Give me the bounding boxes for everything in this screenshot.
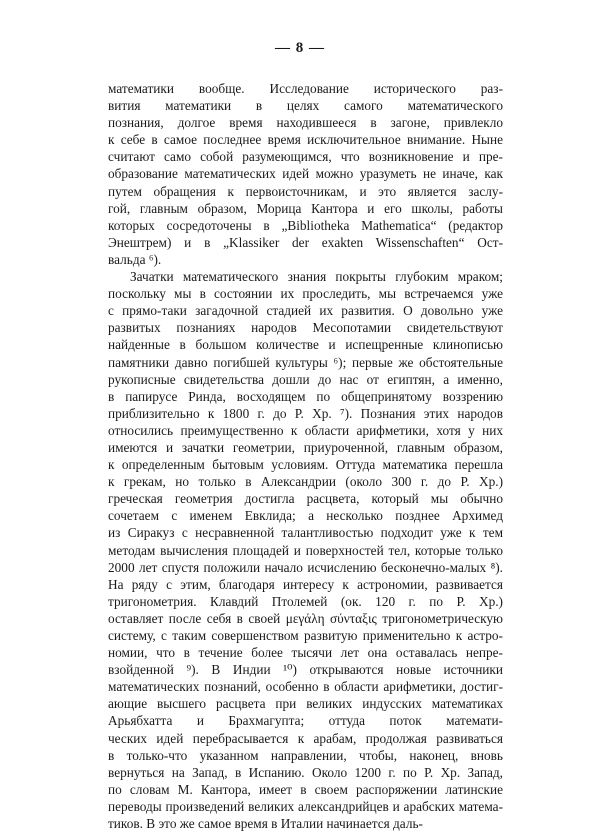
text-line: греческая геометрия достигла расцвета, который мы обычно — [108, 491, 503, 507]
text-line: Арьябхатта и Брахмагупта; оттуда поток математи- — [108, 713, 503, 729]
text-line: считают само собой разумеющимся, что возникновение и пре- — [108, 149, 503, 165]
text-line: к определенным бытовым условиям. Оттуда математика перешла — [108, 457, 503, 473]
text-line: к грекам, но только в Александрии (около 300 г. до Р. Хр.) — [108, 474, 503, 490]
text-line: математических познаний, особенно в области арифметики, достиг- — [108, 679, 503, 695]
text-line: познания, долгое время находившееся в загоне, привлекло — [108, 115, 503, 131]
text-line: поскольку мы в состоянии их проследить, мы встречаемся уже — [108, 286, 503, 302]
text-line: из Сиракуз с несравненной талантливостью подходит уже к тем — [108, 525, 503, 541]
text-line: вития математики в целях самого математического — [108, 98, 503, 114]
text-line: относились преимущественно к области арифметики, хотя у них — [108, 422, 503, 438]
text-line: вернуться на Запад, в Испанию. Около 1200 г. по Р. Хр. Запад, — [108, 764, 503, 780]
text-line: по словам М. Кантора, имеет в своем распоряжении латинские — [108, 781, 503, 797]
text-line: На ряду с этим, благодаря интересу к астрономии, развивается — [108, 576, 503, 592]
text-line: Энештрем) и в „Klassiker der exakten Wissenschaften“ Ост- — [108, 234, 503, 250]
text-line: найденные в большом количестве и испещренные клинописью — [108, 337, 503, 353]
text-line: развитых познаниях народов Месопотамии свидетельствуют — [108, 320, 503, 336]
text-line: которых сосредоточены в „Bibliotheka Mathematica“ (редактор — [108, 217, 503, 233]
text-line: переводы произведений великих александрийцев и арабских матема- — [108, 798, 503, 814]
text-line: вальда ⁶). — [108, 251, 162, 267]
text-line: к себе в самое последнее время исключительное внимание. Ныне — [108, 132, 503, 148]
text-line: путем обращения к первоисточникам, и это является заслу- — [108, 183, 503, 199]
text-line: гой, главным образом, Морица Кантора и его школы, работы — [108, 200, 503, 216]
paragraph — [108, 80, 503, 268]
text-line: памятники давно погибшей культуры ⁶); первые же обстоятельные — [108, 354, 503, 370]
body-text — [108, 80, 503, 832]
text-line: ающие высшего расцвета при великих индусских математиках — [108, 696, 503, 712]
text-line: рукописные свидетельства дошли до нас от египтян, а именно, — [108, 371, 503, 387]
text-line: сочетаем с именем Евклида; а несколько позднее Архимед — [108, 508, 503, 524]
text-line: оставляет после себя в своей μεγάλη σύνταξις тригонометрическую — [108, 610, 503, 626]
text-line: в только-что указанном направлении, чтобы, наконец, вновь — [108, 747, 503, 763]
text-line: с прямо-таки загадочной стадией их развития. О довольно уже — [108, 303, 503, 319]
text-line: 2000 лет спустя положили начало исчислению бесконечно-малых ⁸). — [108, 559, 503, 575]
text-line: тиков. В это же самое время в Италии начинается даль- — [108, 816, 423, 832]
text-line: тригонометрия. Клавдий Птолемей (ок. 120 г. по Р. Хр.) — [108, 593, 503, 609]
text-line: в папирусе Ринда, восходящем по общепринятому воззрению — [108, 388, 503, 404]
text-line: имеются и зачатки геометрии, приуроченной, главным образом, — [108, 439, 503, 455]
page-number: — 8 — — [275, 40, 325, 56]
text-line: Зачатки математического знания покрыты глубоким мраком; — [130, 269, 503, 285]
paragraph — [108, 268, 503, 832]
text-line: взойденной ⁹). В Индии ¹⁰) открываются новые источники — [108, 662, 503, 678]
text-line: образование математических идей можно уразуметь не иначе, как — [108, 166, 503, 182]
text-line: систему, с таким совершенством развитую применительно к астро- — [108, 628, 503, 643]
text-line: приблизительно к 1800 г. до Р. Хр. ⁷). Познания этих народов — [108, 405, 503, 421]
text-line: ческих идей перебрасывается к арабам, продолжая развиваться — [108, 730, 503, 746]
text-line: математики вообще. Исследование исторического раз- — [108, 81, 503, 96]
text-line: номии, что в течение более тысячи лет она оставалась непре- — [108, 645, 503, 661]
text-line: методам вычисления площадей и поверхностей тел, которые только — [108, 542, 503, 558]
